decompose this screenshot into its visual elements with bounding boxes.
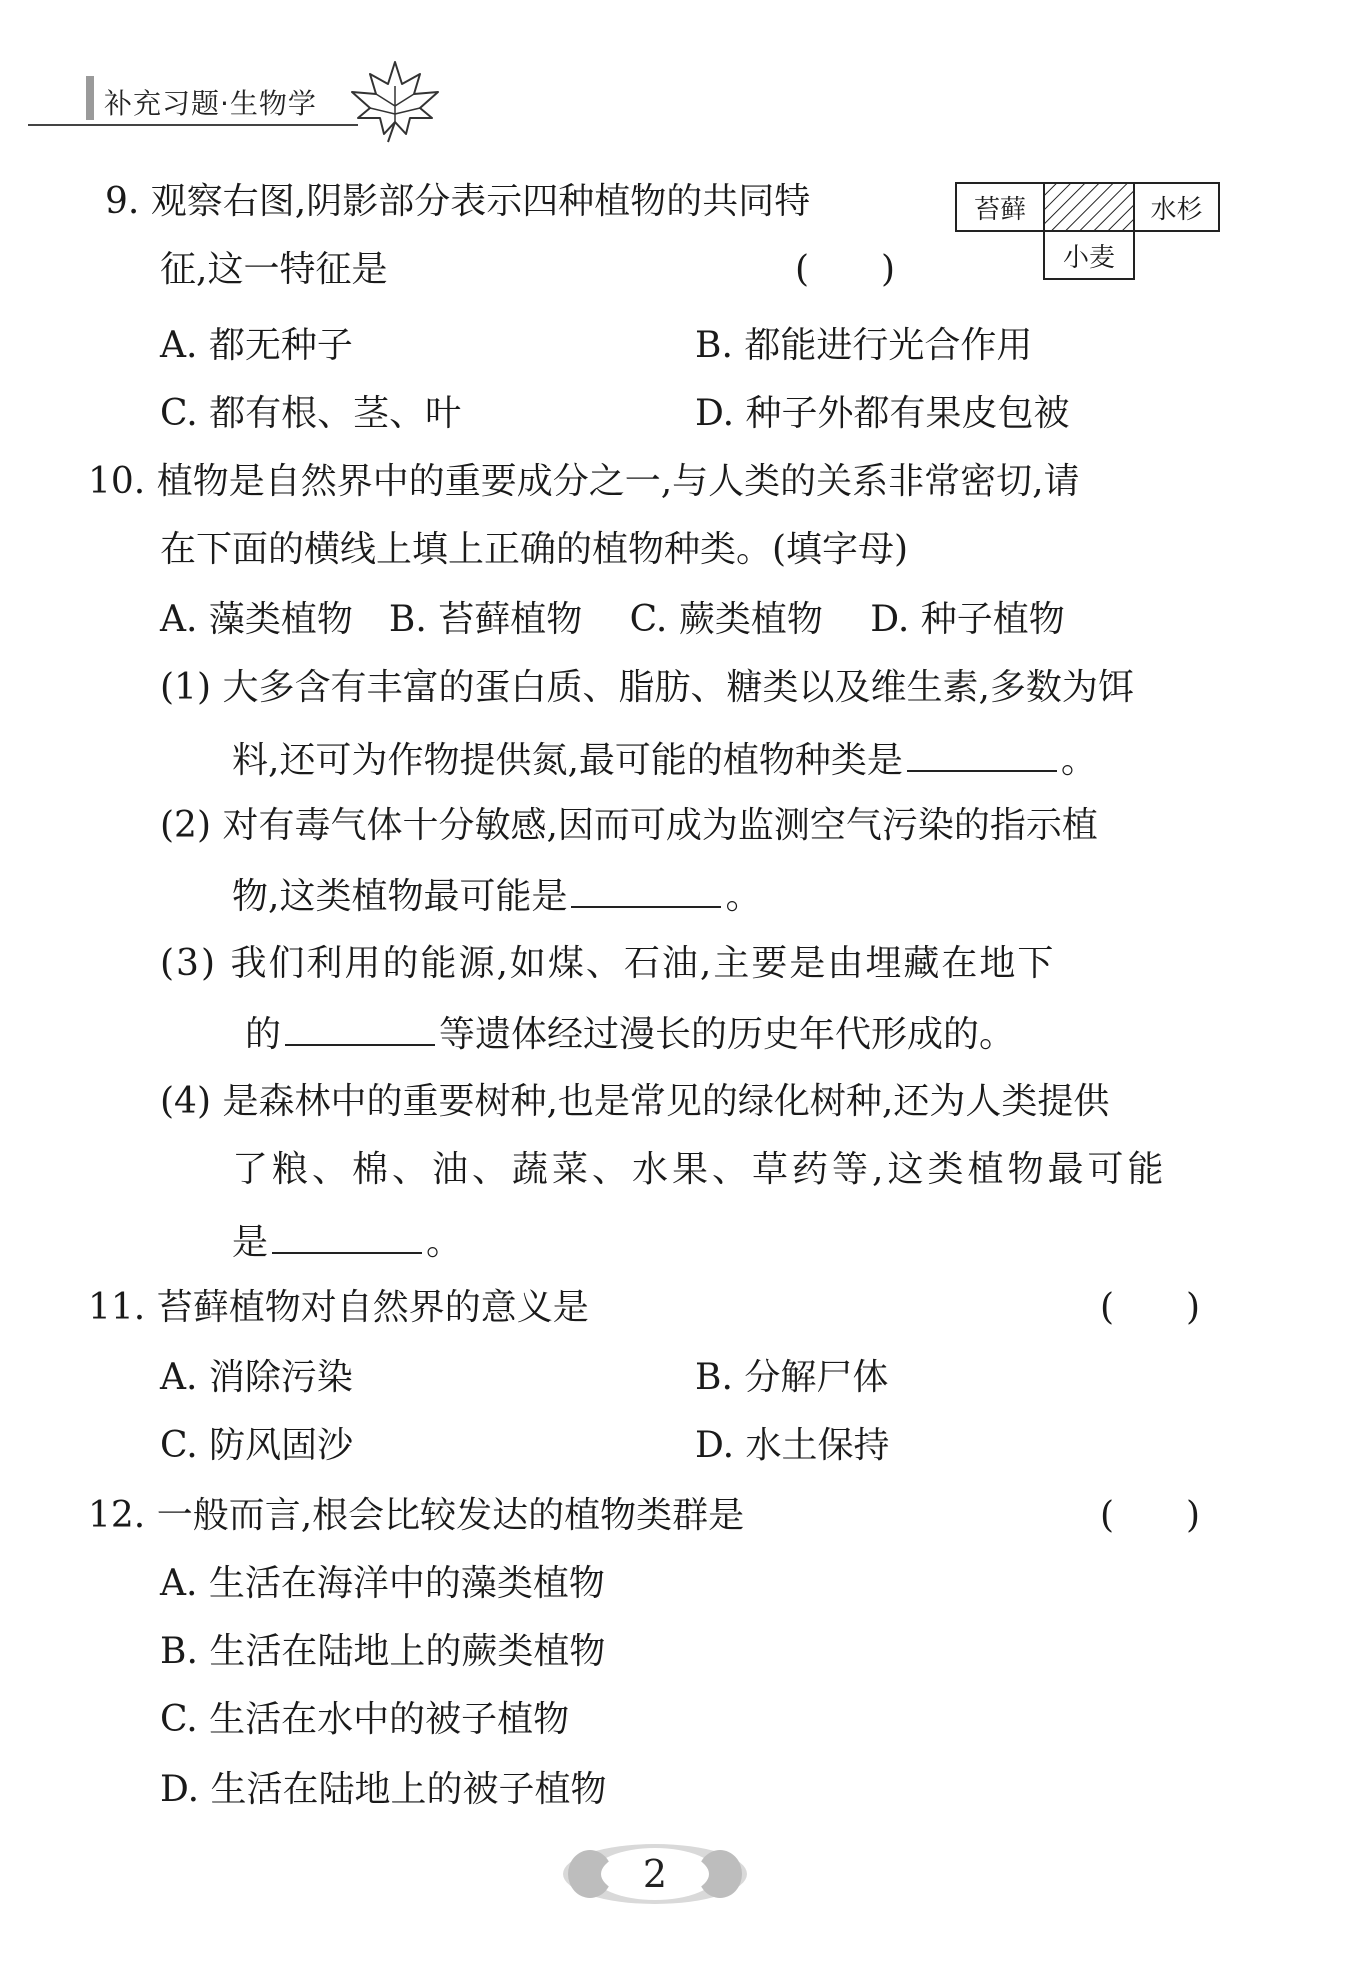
page-number: 2 <box>642 1852 668 1896</box>
q10-options: A. 藻类植物 B. 苔藓植物 C. 蕨类植物 D. 种子植物 <box>160 599 1065 640</box>
q10-sub3-line1: (3) 我们利用的能源,如煤、石油,主要是由埋藏在地下 <box>160 943 1056 984</box>
q9-option-d: D. 种子外都有果皮包被 <box>695 393 1070 434</box>
page-header <box>28 56 428 136</box>
q9-diagram <box>955 182 1220 280</box>
q11-option-d: D. 水土保持 <box>695 1425 890 1466</box>
maple-leaf-icon <box>340 56 450 146</box>
q9-option-b: B. 都能进行光合作用 <box>695 325 1033 366</box>
diagram-box-metasequoia: 水杉 <box>1133 182 1220 232</box>
answer-blank[interactable] <box>907 736 1057 772</box>
header-accent-bar <box>86 76 94 120</box>
answer-blank[interactable] <box>285 1010 435 1046</box>
q12-option-a: A. 生活在海洋中的藻类植物 <box>160 1563 605 1604</box>
answer-blank[interactable] <box>571 872 721 908</box>
q11-option-a: A. 消除污染 <box>160 1357 353 1398</box>
diagram-box-wheat: 小麦 <box>1043 230 1135 280</box>
q12-option-c: C. 生活在水中的被子植物 <box>160 1699 570 1740</box>
q10-stem-line1: 10. 植物是自然界中的重要成分之一,与人类的关系非常密切,请 <box>88 461 1080 502</box>
q10-sub4-line2: 了粮、棉、油、蔬菜、水果、草药等,这类植物最可能 <box>232 1149 1168 1190</box>
diagram-box-moss: 苔藓 <box>955 182 1045 232</box>
q10-sub3-line2: 的 等遗体经过漫长的历史年代形成的。 <box>245 1010 1015 1057</box>
q9-option-c: C. 都有根、茎、叶 <box>160 393 462 434</box>
q11-stem: 11. 苔藓植物对自然界的意义是 <box>88 1287 589 1328</box>
q12-stem: 12. 一般而言,根会比较发达的植物类群是 <box>88 1495 745 1536</box>
q10-sub1-line2: 料,还可为作物提供氮,最可能的植物种类是 。 <box>232 736 1097 783</box>
q10-sub4-line3: 是 。 <box>232 1218 462 1265</box>
q9-answer-paren: ( ) <box>795 249 896 290</box>
q12-option-b: B. 生活在陆地上的蕨类植物 <box>160 1631 606 1672</box>
q10-sub4-line1: (4) 是森林中的重要树种,也是常见的绿化树种,还为人类提供 <box>160 1081 1110 1122</box>
q12-option-d: D. 生活在陆地上的被子植物 <box>160 1769 607 1810</box>
diagram-shaded-box <box>1043 182 1135 232</box>
answer-blank[interactable] <box>272 1218 422 1254</box>
q10-stem-line2: 在下面的横线上填上正确的植物种类。(填字母) <box>160 529 909 570</box>
header-rule <box>28 124 358 126</box>
q10-sub1-line1: (1) 大多含有丰富的蛋白质、脂肪、糖类以及维生素,多数为饵 <box>160 667 1134 708</box>
header-title: 补充习题·生物学 <box>104 87 317 120</box>
q9-stem-line1: 9. 观察右图,阴影部分表示四种植物的共同特 <box>105 181 811 222</box>
q11-answer-paren: ( ) <box>1100 1287 1201 1328</box>
q9-stem-line2: 征,这一特征是 <box>160 249 388 290</box>
q11-option-b: B. 分解尸体 <box>695 1357 889 1398</box>
q9-option-a: A. 都无种子 <box>160 325 353 366</box>
q11-option-c: C. 防风固沙 <box>160 1425 354 1466</box>
q10-sub2-line1: (2) 对有毒气体十分敏感,因而可成为监测空气污染的指示植 <box>160 805 1098 846</box>
q12-answer-paren: ( ) <box>1100 1495 1201 1536</box>
q10-sub2-line2: 物,这类植物最可能是 。 <box>232 872 761 919</box>
page-number-badge <box>560 1840 750 1908</box>
